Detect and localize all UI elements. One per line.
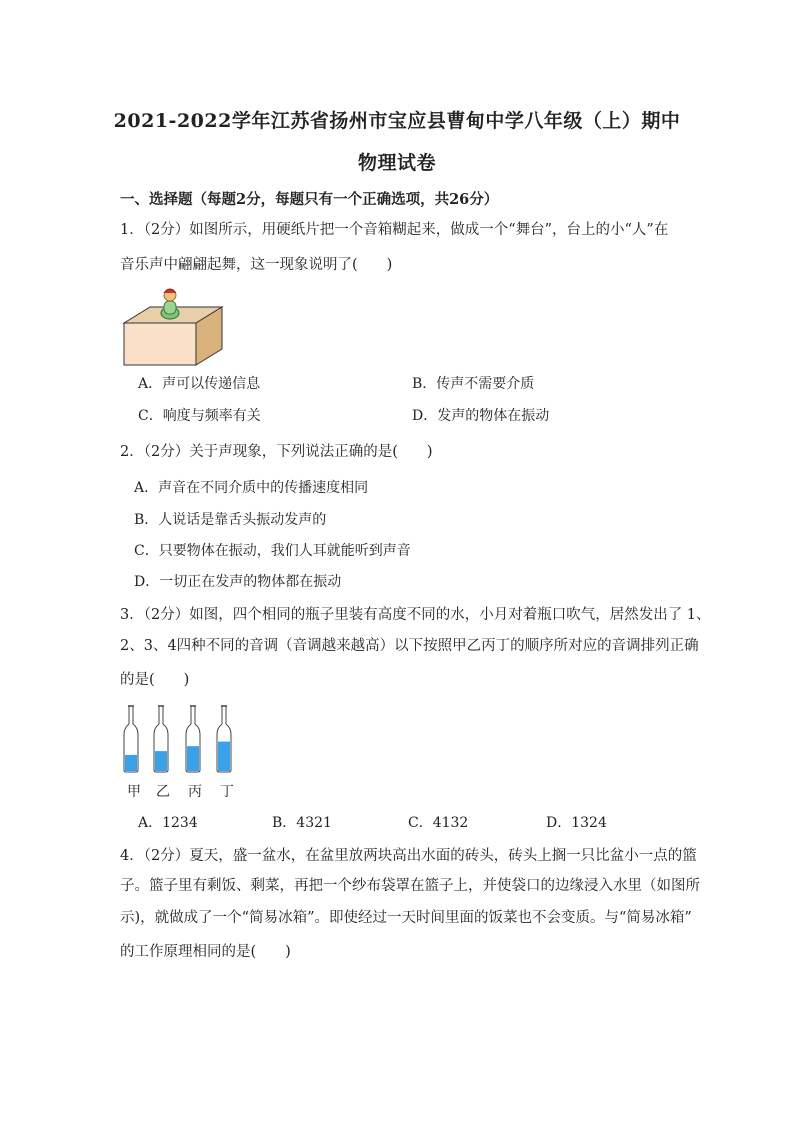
q4-stem-line3: 示)，就做成了一个“简易冰箱”。即使经过一天时间里面的饭菜也不会变质。与“简易冰箱” [120, 910, 692, 926]
q2-option-c[interactable]: C．只要物体在振动，我们人耳就能听到声音 [134, 543, 411, 559]
bottle-2 [154, 706, 168, 772]
q4-stem-line2: 子。篮子里有剩饭、剩菜，再把一个纱布袋罩在篮子上，并使袋口的边缘浸入水里（如图所 [120, 878, 700, 894]
q3-option-d[interactable]: D．1324 [546, 815, 607, 831]
q1-option-b[interactable]: B．传声不需要介质 [412, 376, 535, 392]
q3-stem-line3: 的是( ) [120, 672, 190, 688]
bottle-3 [186, 706, 200, 772]
q1-stem-line1: 1．（2分）如图所示，用硬纸片把一个音箱糊起来，做成一个“舞台”，台上的小“人”在 [120, 222, 669, 238]
bottle-water-4 [218, 742, 230, 771]
bottle-1 [124, 706, 138, 772]
q3-stem-line2: 2、3、4四种不同的音调（音调越来越高）以下按照甲乙丙丁的顺序所对应的音调排列正确 [120, 638, 699, 654]
q3-option-a[interactable]: A．1234 [138, 815, 198, 831]
q4-stem-line4: 的工作原理相同的是( ) [120, 944, 291, 960]
bottle-label-jia: 甲 [127, 784, 141, 800]
bottle-water-1 [125, 755, 137, 771]
q1-option-c[interactable]: C．响度与频率有关 [138, 408, 261, 424]
stage-box-figure [118, 283, 226, 369]
exam-title-line1: 2021-2022学年江苏省扬州市宝应县曹甸中学八年级（上）期中 [113, 110, 681, 132]
section-heading: 一、选择题（每题2分，每题只有一个正确选项，共26分） [120, 191, 499, 208]
bottle-label-ding: 丁 [220, 784, 234, 800]
bottles-figure [118, 704, 248, 774]
bottle-label-bing: 丙 [188, 784, 202, 800]
q1-option-a[interactable]: A．声可以传递信息 [138, 376, 261, 392]
q1-option-d[interactable]: D．发声的物体在振动 [412, 408, 550, 424]
q3-option-b[interactable]: B．4321 [272, 815, 332, 831]
bottle-water-3 [187, 746, 199, 771]
q3-option-c[interactable]: C．4132 [408, 815, 469, 831]
q3-stem-line1: 3．（2分）如图，四个相同的瓶子里装有高度不同的水，小月对着瓶口吹气，居然发出了 1、 [120, 607, 711, 623]
q1-stem-line2: 音乐声中翩翩起舞，这一现象说明了( ) [120, 257, 393, 273]
q2-option-b[interactable]: B．人说话是靠舌头振动发声的 [134, 512, 327, 528]
bottle-label-yi: 乙 [156, 784, 170, 800]
exam-title-line2: 物理试卷 [357, 152, 436, 174]
q2-option-a[interactable]: A．声音在不同介质中的传播速度相同 [134, 480, 369, 496]
bottle-4 [217, 706, 231, 772]
q4-stem-line1: 4．（2分）夏天，盛一盆水，在盆里放两块高出水面的砖头，砖头上搁一只比盆小一点的篮 [120, 848, 697, 864]
bottle-water-2 [155, 751, 167, 771]
q2-option-d[interactable]: D．一切正在发声的物体都在振动 [134, 574, 342, 590]
q2-stem: 2．（2分）关于声现象，下列说法正确的是( ) [120, 444, 433, 460]
